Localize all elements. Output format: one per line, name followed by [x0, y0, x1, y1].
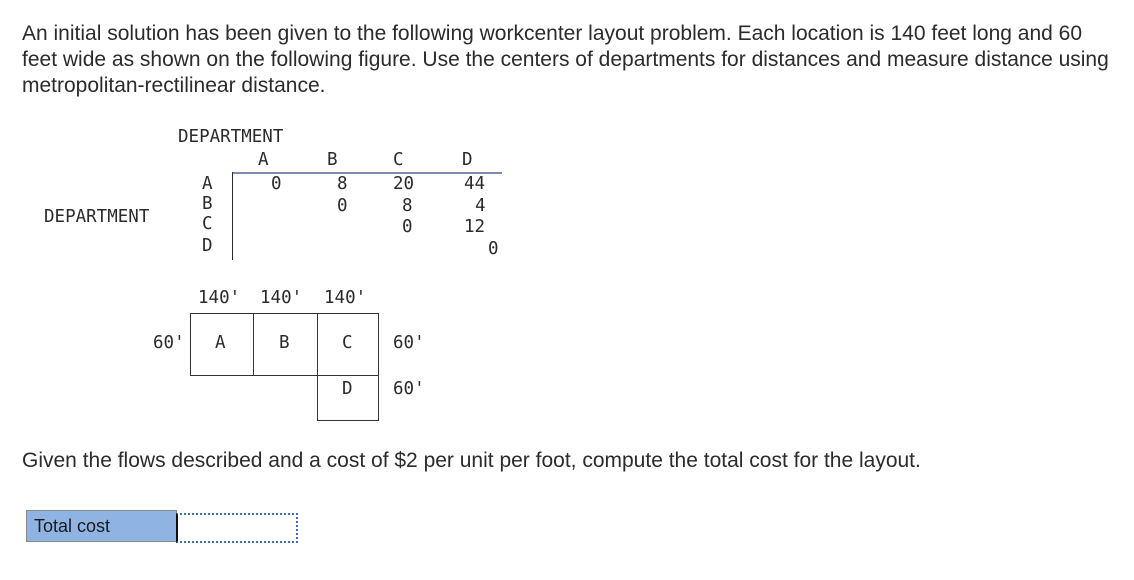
total-cost-label: Total cost — [26, 510, 177, 542]
total-cost-input[interactable] — [176, 513, 298, 543]
column-label-a: A — [258, 150, 269, 170]
length-label: 140' — [198, 288, 241, 308]
length-label: 140' — [324, 288, 367, 308]
row-label-d: D — [202, 236, 213, 256]
matrix-cell: 4 — [475, 196, 486, 216]
matrix-left-rule — [232, 172, 233, 260]
matrix-row-header: DEPARTMENT — [44, 207, 150, 227]
width-label-left: 60' — [153, 333, 185, 353]
column-label-c: C — [393, 150, 404, 170]
matrix-cell: 12 — [464, 217, 486, 237]
matrix-cell: 0 — [337, 196, 348, 216]
question-text: Given the flows described and a cost of $2 per unit per foot, compute the total cost for the layout. — [22, 449, 921, 472]
width-label-right-bottom: 60' — [393, 379, 425, 399]
row-label-b: B — [202, 194, 213, 214]
row-label-a: A — [202, 174, 213, 194]
matrix-cell: 20 — [393, 174, 415, 194]
matrix-cell: 0 — [402, 217, 413, 237]
location-d-label: D — [342, 379, 353, 399]
matrix-cell: 0 — [271, 174, 282, 194]
column-label-d: D — [462, 150, 473, 170]
row-label-c: C — [202, 214, 213, 234]
matrix-cell: 8 — [402, 196, 413, 216]
location-b-box — [253, 313, 318, 376]
location-a-box — [190, 313, 254, 376]
length-label: 140' — [260, 288, 303, 308]
problem-statement: An initial solution has been given to the following workcenter layout problem. Each location is 140 feet long and 60 feet wide as shown on the following figure. Use the centers of departments for distances and measure distance using metropolitan-rectilinear distance. — [22, 22, 1109, 97]
location-c-box — [317, 313, 379, 376]
location-b-label: B — [279, 333, 290, 353]
matrix-cell: 44 — [464, 174, 486, 194]
location-a-label: A — [215, 333, 226, 353]
column-label-b: B — [327, 150, 338, 170]
location-d-box — [317, 375, 379, 421]
width-label-right-top: 60' — [393, 333, 425, 353]
matrix-column-header: DEPARTMENT — [178, 127, 284, 147]
matrix-cell: 0 — [488, 239, 499, 259]
matrix-cell: 8 — [337, 174, 348, 194]
location-c-label: C — [342, 333, 353, 353]
